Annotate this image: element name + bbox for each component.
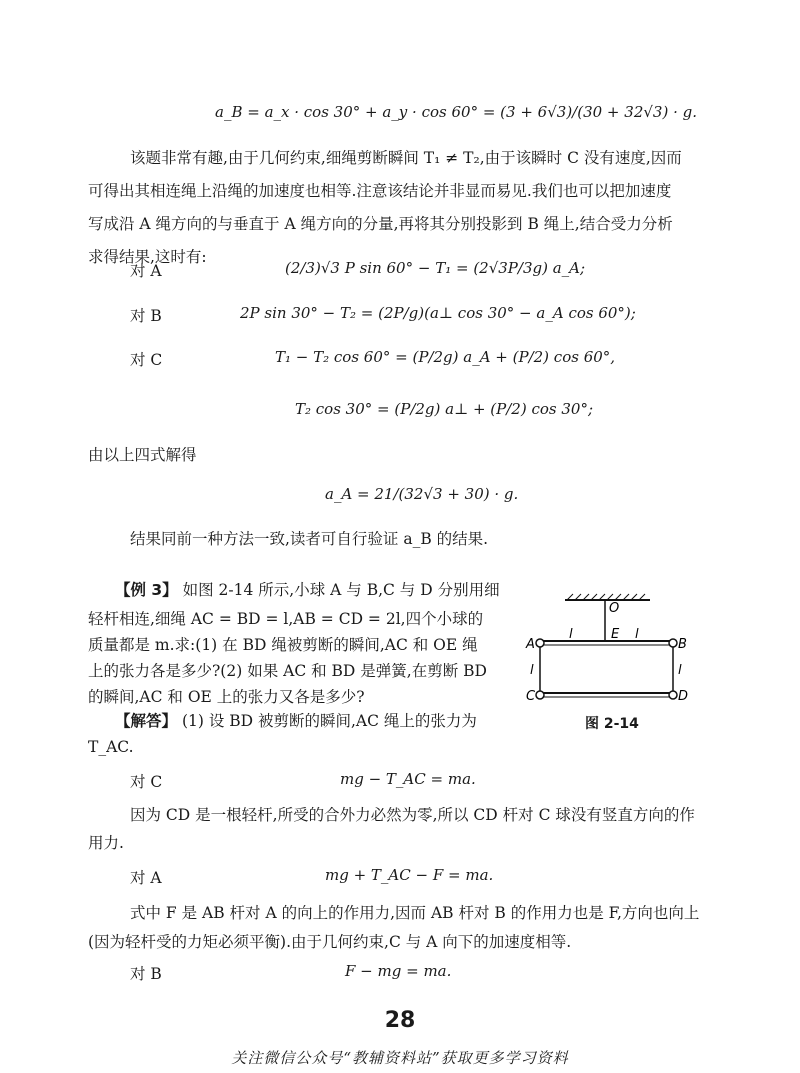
label-l-EB: l xyxy=(635,627,639,642)
label-O: O xyxy=(609,601,620,616)
answer-tag: 【解答】 xyxy=(115,712,178,730)
equation-B: 2P sin 30° − T₂ = (2P/g)(a⊥ cos 30° − a_A cos 60°); xyxy=(240,304,636,322)
example-line xyxy=(115,579,500,601)
paragraph-line: (因为轻杆受的力矩必须平衡).由于几何约束,C 与 A 向下的加速度相等. xyxy=(88,933,572,951)
equation-label: 对 A xyxy=(130,262,162,280)
ball-A xyxy=(536,639,544,647)
equation-C-force: mg − T_AC = ma. xyxy=(340,770,476,788)
equation-label: 对 A xyxy=(130,869,162,887)
figure-caption: 图 2-14 xyxy=(585,716,639,732)
equation-C: T₁ − T₂ cos 60° = (P/2g) a_A + (P/2) cos 60°, xyxy=(275,348,616,366)
example-line: 质量都是 m.求:(1) 在 BD 绳被剪断的瞬间,AC 和 OE 绳 xyxy=(88,636,478,654)
equation-A-force: mg + T_AC − F = ma. xyxy=(325,866,494,884)
answer-line: T_AC. xyxy=(88,738,134,756)
label-l-AC: l xyxy=(530,663,534,678)
paragraph-line: 求得结果,这时有: xyxy=(88,248,207,266)
paragraph-line: 用力. xyxy=(88,834,124,852)
example-text: 如图 2-14 所示,小球 A 与 B,C 与 D 分别用细 xyxy=(182,581,500,599)
paragraph-line: 可得出其相连绳上沿绳的加速度也相等.注意该结论并非显而易见.我们也可以把加速度 xyxy=(88,182,672,200)
paragraph-line: 结果同前一种方法一致,读者可自行验证 a_B 的结果. xyxy=(130,530,489,548)
label-B: B xyxy=(678,637,687,652)
equation-B-force: F − mg = ma. xyxy=(345,962,452,980)
ball-B xyxy=(669,639,677,647)
ball-C xyxy=(536,691,544,699)
paragraph-line: 该题非常有趣,由于几何约束,细绳剪断瞬间 T₁ ≠ T₂,由于该瞬时 C 没有速度,因而 xyxy=(130,149,682,167)
paragraph-line: 写成沿 A 绳方向的与垂直于 A 绳方向的分量,再将其分别投影到 B 绳上,结合受力分析 xyxy=(88,215,673,233)
paragraph-line: 式中 F 是 AB 杆对 A 的向上的作用力,因而 AB 杆对 B 的作用力也是 F,方向也向上 xyxy=(130,904,700,922)
equation-A: (2/3)√3 P sin 60° − T₁ = (2√3P/3g) a_A; xyxy=(285,259,586,277)
answer-text: (1) 设 BD 被剪断的瞬间,AC 绳上的张力为 xyxy=(181,712,477,730)
ball-D xyxy=(669,691,677,699)
equation-label: 对 C xyxy=(130,351,163,369)
figure-2-14 xyxy=(525,588,715,706)
equation-label: 对 C xyxy=(130,773,163,791)
label-E: E xyxy=(611,627,620,642)
equation-aB: a_B = a_x · cos 30° + a_y · cos 60° = (3 + 6√3)/(30 + 32√3) · g. xyxy=(215,103,697,121)
equation-C2: T₂ cos 30° = (P/2g) a⊥ + (P/2) cos 30°; xyxy=(295,400,593,418)
example-line: 轻杆相连,细绳 AC = BD = l,AB = CD = 2l,四个小球的 xyxy=(88,610,484,628)
paragraph-line: 由以上四式解得 xyxy=(88,446,197,464)
page-number: 28 xyxy=(384,1008,416,1033)
label-l-AE: l xyxy=(569,627,573,642)
label-C: C xyxy=(526,689,536,704)
equation-label: 对 B xyxy=(130,965,162,983)
footer-watermark: 关注微信公众号“教辅资料站”获取更多学习资料 xyxy=(231,1049,569,1067)
answer-line xyxy=(115,710,477,732)
example-tag: 【例 3】 xyxy=(115,581,178,599)
equation-aA: a_A = 21/(32√3 + 30) · g. xyxy=(325,485,519,503)
label-D: D xyxy=(678,689,689,704)
example-line: 上的张力各是多少?(2) 如果 AC 和 BD 是弹簧,在剪断 BD xyxy=(88,662,487,680)
paragraph-line: 因为 CD 是一根轻杆,所受的合外力必然为零,所以 CD 杆对 C 球没有竖直方向的作 xyxy=(130,806,695,824)
equation-label: 对 B xyxy=(130,307,162,325)
label-A: A xyxy=(526,637,535,652)
example-line: 的瞬间,AC 和 OE 上的张力又各是多少? xyxy=(88,688,365,706)
label-l-BD: l xyxy=(678,663,682,678)
